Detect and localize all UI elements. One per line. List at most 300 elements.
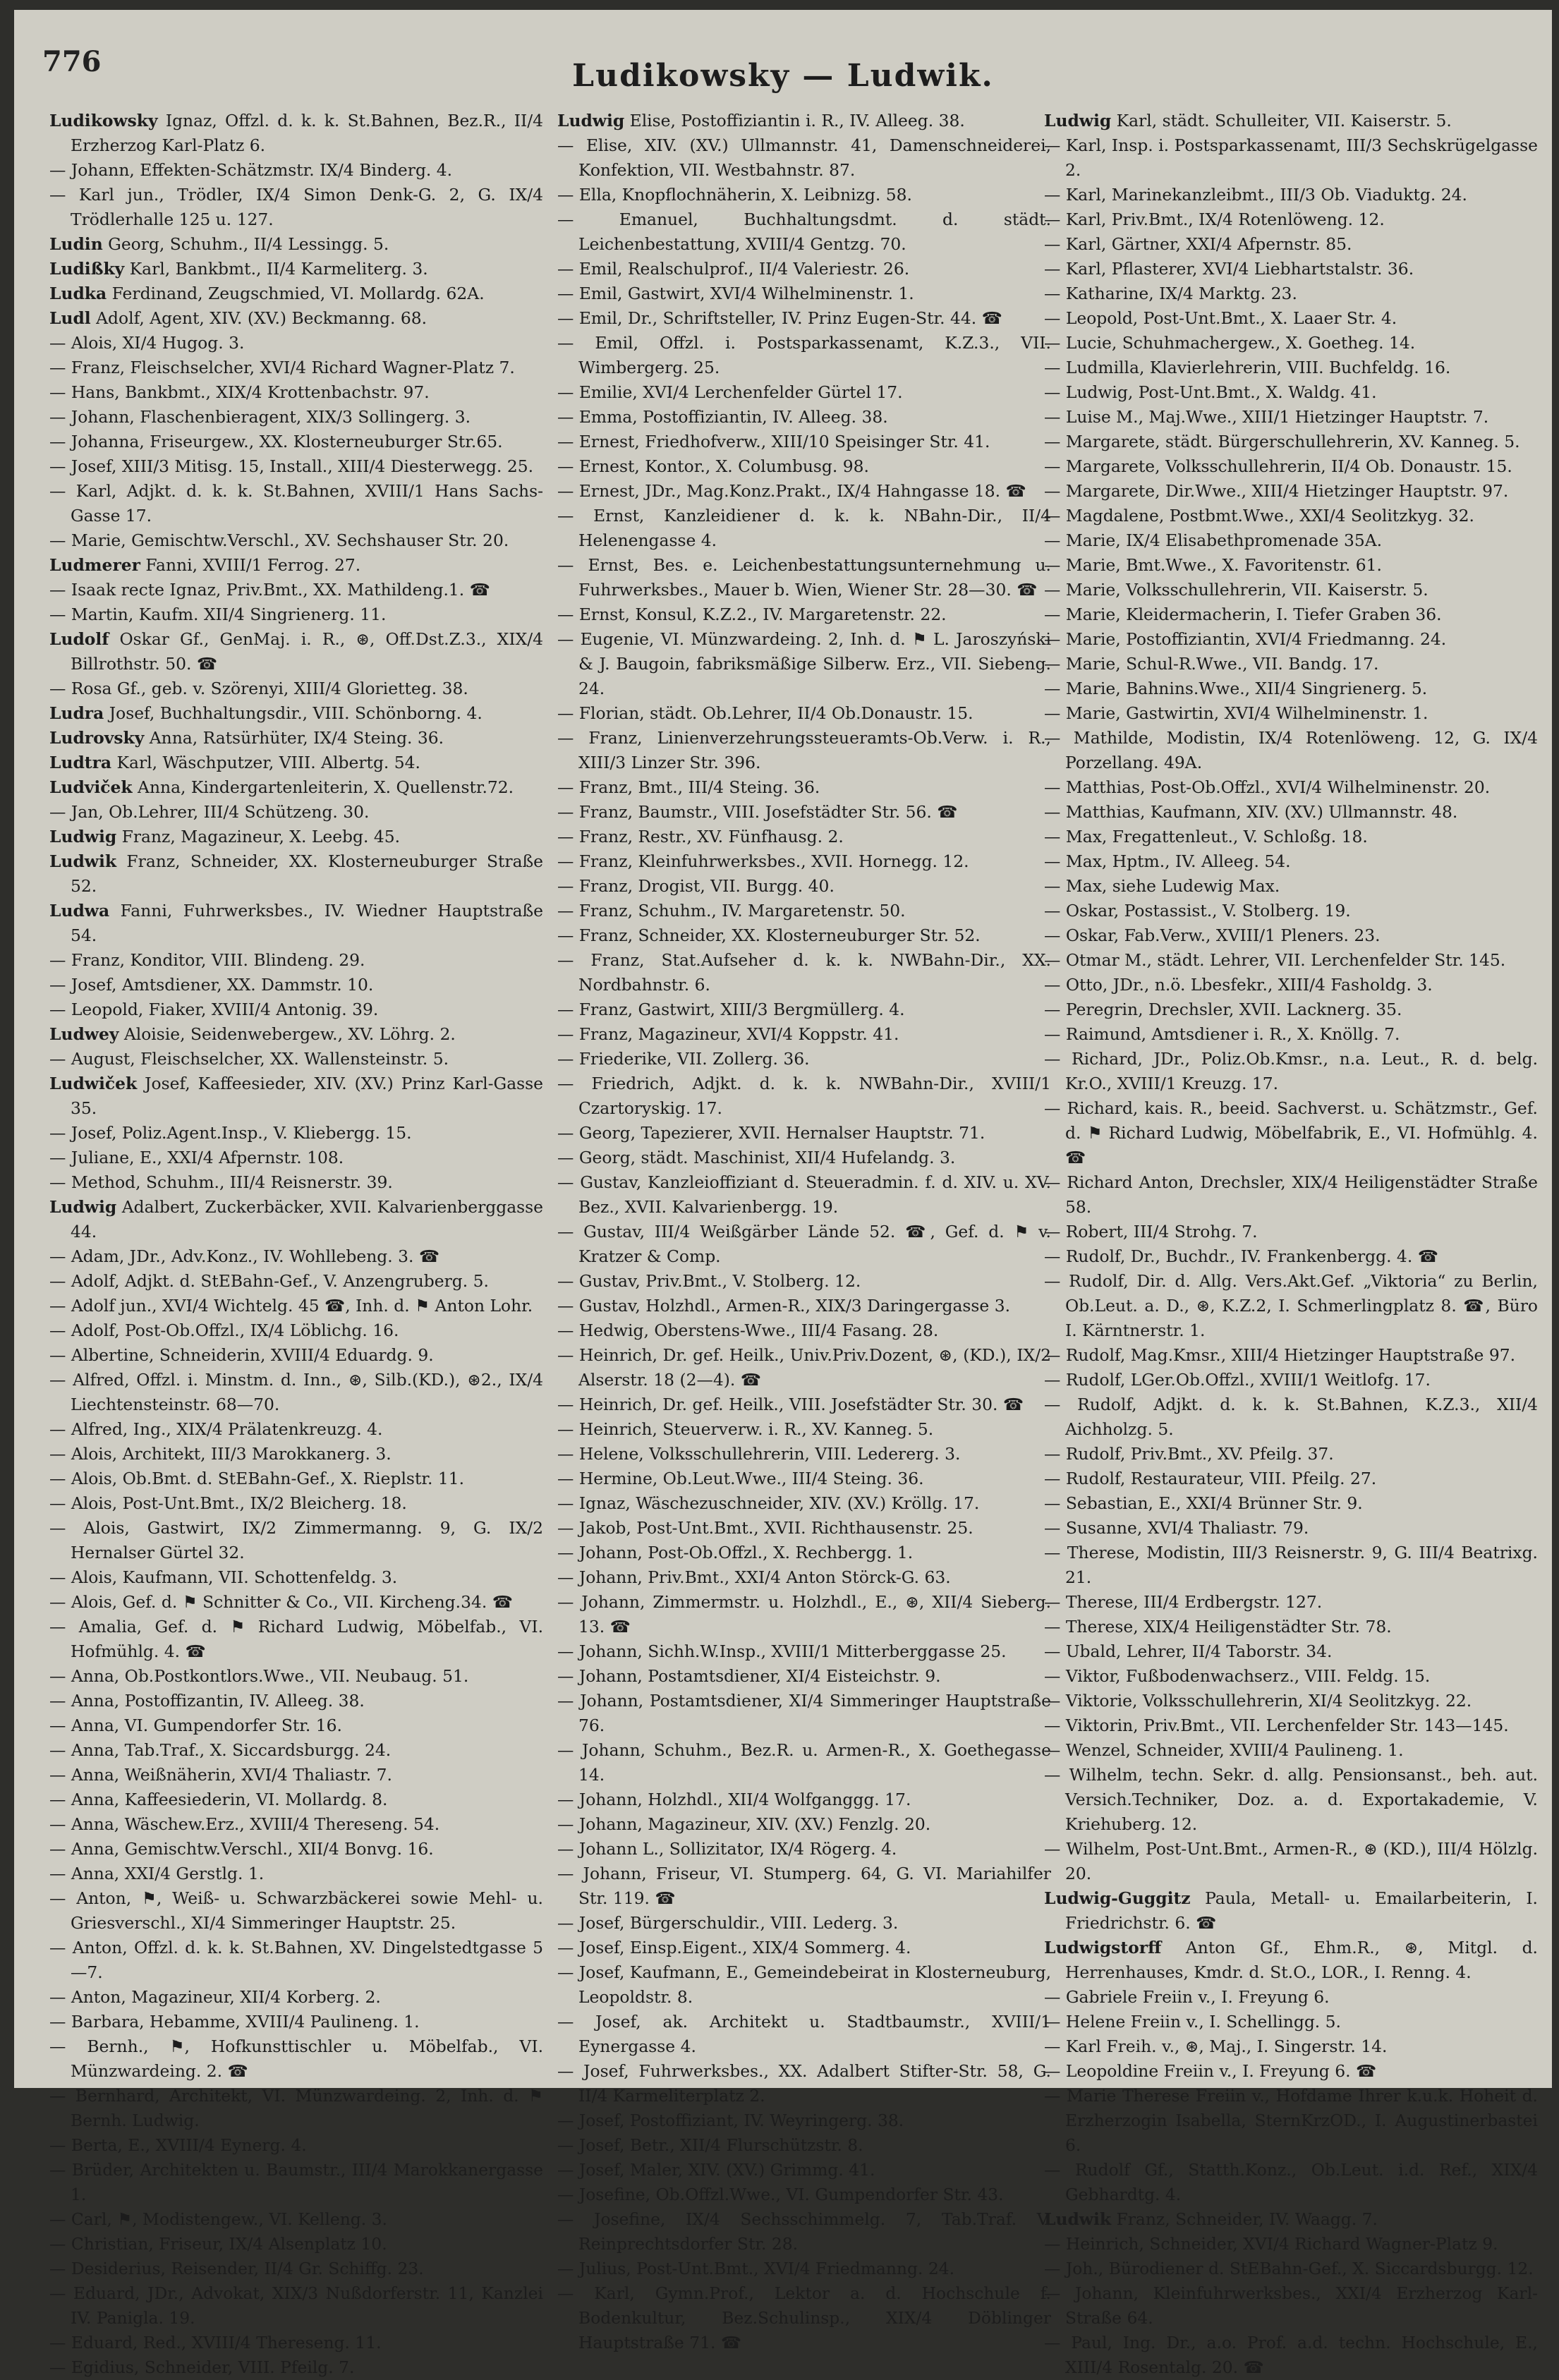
entry-details: — Johann L., Sollizitator, IX/4 Rögerg. 4. xyxy=(557,1839,897,1859)
entry-details: — Adolf jun., XVI/4 Wichtelg. 45 ☎, Inh. d. ⚑ Anton Lohr. xyxy=(49,1296,533,1316)
entry-details: — Gustav, Holzhdl., Armen-R., XIX/3 Daringergasse 3. xyxy=(557,1296,1011,1316)
directory-entry xyxy=(49,973,543,997)
directory-entry xyxy=(49,2355,543,2380)
directory-entry xyxy=(1044,1713,1538,1738)
directory-entry xyxy=(1044,1541,1538,1590)
directory-entry xyxy=(49,825,543,849)
entry-details: — Ignaz, Wäschezuschneider, XIV. (XV.) Kröllg. 17. xyxy=(557,1493,980,1513)
directory-entry xyxy=(1044,2281,1538,2331)
directory-entry xyxy=(49,158,543,183)
directory-entry xyxy=(1044,1244,1538,1269)
entry-details: — Georg, Tapezierer, XVII. Hernalser Hauptstr. 71. xyxy=(557,1123,985,1143)
entry-details: — Anna, Ob.Postkontlors.Wwe., VII. Neubaug. 51. xyxy=(49,1666,469,1686)
entry-details: — Heinrich, Dr. gef. Heilk., VIII. Josefstädter Str. 30. ☎ xyxy=(557,1395,1024,1414)
entry-details: — Ernst, Bes. e. Leichenbestattungsunternehmung u. Fuhrwerksbes., Mauer b. Wien, Wiener Str. 28—30. ☎ xyxy=(557,555,1051,600)
entry-details: — Johann, Flaschenbieragent, XIX/3 Sollingerg. 3. xyxy=(49,407,471,427)
entry-details: — Karl, Insp. i. Postsparkassenamt, III/3 Sechskrügelgasse 2. xyxy=(1044,135,1538,180)
entry-details: — Desiderius, Reisender, II/4 Gr. Schiffg. 23. xyxy=(49,2259,424,2278)
entry-surname: Ludka xyxy=(49,284,107,303)
directory-entry xyxy=(49,405,543,430)
entry-details: — Hermine, Ob.Leut.Wwe., III/4 Steing. 36. xyxy=(557,1469,924,1488)
entry-details: — Heinrich, Steuerverw. i. R., XV. Kanneg. 5. xyxy=(557,1419,934,1439)
entry-details: — Josef, Amtsdiener, XX. Dammstr. 10. xyxy=(49,975,374,995)
entry-details: — Karl, Adjkt. d. k. k. St.Bahnen, XVIII/1 Hans Sachs-Gasse 17. xyxy=(49,481,543,526)
entry-details: — Magdalene, Postbmt.Wwe., XXI/4 Seolitzkyg. 32. xyxy=(1044,506,1474,526)
directory-entry xyxy=(49,602,543,627)
entry-details: — Heinrich, Dr. gef. Heilk., Univ.Priv.Dozent, ⊛, (KD.), IX/2 Alserstr. 18 (2—4). ☎ xyxy=(557,1345,1051,1390)
directory-entry xyxy=(49,1763,543,1787)
directory-entry xyxy=(1044,1096,1538,1170)
entry-details: — Mathilde, Modistin, IX/4 Rotenlöweng. 12, G. IX/4 Porzellang. 49A. xyxy=(1044,728,1538,772)
entry-details: — Katharine, IX/4 Marktg. 23. xyxy=(1044,284,1297,303)
directory-entry xyxy=(557,1738,1051,1787)
entry-details: Karl, städt. Schulleiter, VII. Kaiserstr. 5. xyxy=(1111,111,1452,130)
entry-details: — Egidius, Schneider, VIII. Pfeilg. 7. xyxy=(49,2357,355,2377)
directory-entry xyxy=(49,109,543,158)
entry-details: — Gustav, Kanzleioffiziant d. Steueradmin. f. d. XIV. u. XV. Bez., XVII. Kalvarienbergg. 19. xyxy=(557,1172,1051,1217)
directory-entry xyxy=(49,183,543,232)
directory-entry xyxy=(49,528,543,553)
directory-entry xyxy=(557,1565,1051,1590)
directory-entry xyxy=(557,207,1051,257)
directory-entry xyxy=(49,553,543,578)
directory-entry xyxy=(1044,1590,1538,1615)
entry-surname: Ludwig-Guggitz xyxy=(1044,1888,1191,1908)
entry-details: — Rudolf, Dr., Buchdr., IV. Frankenbergg. 4. ☎ xyxy=(1044,1246,1438,1266)
entry-details: — Josef, Betr., XII/4 Flurschützstr. 8. xyxy=(557,2135,863,2155)
entry-details: — Method, Schuhm., III/4 Reisnerstr. 39. xyxy=(49,1172,393,1192)
directory-entry xyxy=(557,1689,1051,1738)
directory-entry xyxy=(1044,380,1538,405)
entry-details: — Raimund, Amtsdiener i. R., X. Knöllg. 7. xyxy=(1044,1024,1400,1044)
entry-details: — Brüder, Architekten u. Baumstr., III/4 Marokkanergasse 1. xyxy=(49,2160,543,2204)
entry-details: — Christian, Friseur, IX/4 Alsenplatz 10. xyxy=(49,2234,387,2254)
entry-details: — Alois, Kaufmann, VII. Schottenfeldg. 3. xyxy=(49,1567,398,1587)
entry-details: — Josefine, Ob.Offzl.Wwe., VI. Gumpendorfer Str. 43. xyxy=(557,2185,1004,2204)
directory-entry xyxy=(49,1047,543,1071)
entry-details: — Bernh., ⚑, Hofkunsttischler u. Möbelfab., VI. Münzwardeing. 2. ☎ xyxy=(49,2036,543,2081)
directory-entry xyxy=(557,2010,1051,2059)
entry-details: Adolf, Agent, XIV. (XV.) Beckmanng. 68. xyxy=(90,308,427,328)
entry-details: — Matthias, Post-Ob.Offzl., XVI/4 Wilhelminenstr. 20. xyxy=(1044,777,1491,797)
directory-entry xyxy=(49,1862,543,1886)
entry-surname: Ludwig xyxy=(49,1197,117,1217)
entry-details: — Ernest, Kontor., X. Columbusg. 98. xyxy=(557,456,869,476)
entry-details: — Rudolf, Priv.Bmt., XV. Pfeilg. 37. xyxy=(1044,1444,1334,1464)
directory-entry xyxy=(557,948,1051,997)
directory-entry xyxy=(557,1343,1051,1392)
directory-entry xyxy=(49,948,543,973)
directory-entry xyxy=(49,356,543,380)
entry-details: — Rudolf, Restaurateur, VIII. Pfeilg. 27. xyxy=(1044,1469,1377,1488)
entry-details: — Johann, Schuhm., Bez.R. u. Armen-R., X. Goethegasse 14. xyxy=(557,1740,1051,1785)
entry-surname: Ludin xyxy=(49,234,103,254)
directory-entry xyxy=(1044,701,1538,726)
directory-entry xyxy=(49,281,543,306)
entry-surname: Ludwig xyxy=(1044,111,1112,130)
entry-details: — Josef, Bürgerschuldir., VIII. Lederg. 3. xyxy=(557,1913,899,1933)
directory-entry xyxy=(49,1491,543,1516)
directory-entry xyxy=(49,430,543,454)
directory-entry xyxy=(49,1689,543,1713)
entry-details: — Ludwig, Post-Unt.Bmt., X. Waldg. 41. xyxy=(1044,382,1377,402)
entry-details: — Josef, Postoffiziant, IV. Weyringerg. 38. xyxy=(557,2111,904,2130)
directory-entry xyxy=(557,899,1051,923)
directory-entry xyxy=(557,1936,1051,1960)
directory-entry xyxy=(49,701,543,726)
directory-entry xyxy=(49,2010,543,2034)
entry-details: — Max, Hptm., IV. Alleeg. 54. xyxy=(1044,851,1291,871)
entry-details: — Marie Therese Freiin v., Hofdame Ihrer k.u.k. Hoheit d. Erzherzogin Isabella, SternKrzOD., I. Augustinerbastei 6. xyxy=(1044,2086,1538,2155)
directory-entry xyxy=(1044,1936,1538,1985)
entry-details: — Anna, VI. Gumpendorfer Str. 16. xyxy=(49,1716,342,1735)
directory-entry xyxy=(49,676,543,701)
entry-details: — Marie, IX/4 Elisabethpromenade 35A. xyxy=(1044,530,1383,550)
entry-details: — Albertine, Schneiderin, XVIII/4 Eduardg. 9. xyxy=(49,1345,434,1365)
entry-details: — Franz, Schuhm., IV. Margaretenstr. 50. xyxy=(557,901,906,921)
directory-entry xyxy=(1044,627,1538,652)
entry-details: — Karl, Pflasterer, XVI/4 Liebhartstalstr. 36. xyxy=(1044,259,1414,279)
page-header: Ludikowsky — Ludwik. xyxy=(572,58,994,94)
entry-details: — Eugenie, VI. Münzwardeing. 2, Inh. d. ⚑ L. Jaroszyński & J. Baugoin, fabriksmäßige Silberw. Erz., VII. Siebeng. 24. xyxy=(557,629,1051,698)
entry-details: — Emanuel, Buchhaltungsdmt. d. städt. Leichenbestattung, XVIII/4 Gentzg. 70. xyxy=(557,210,1051,254)
directory-entry xyxy=(49,2331,543,2355)
directory-entry xyxy=(1044,578,1538,602)
directory-entry xyxy=(557,1541,1051,1565)
entry-details: — Johann, Sichh.W.Insp., XVIII/1 Mitterberggasse 25. xyxy=(557,1641,1007,1661)
entry-details: — Oskar, Postassist., V. Stolberg. 19. xyxy=(1044,901,1351,921)
entry-details: Ignaz, Offzl. d. k. k. St.Bahnen, Bez.R., II/4 Erzherzog Karl-Platz 6. xyxy=(71,111,543,155)
entry-details: — Anna, Wäschew.Erz., XVIII/4 Thereseng. 54. xyxy=(49,1814,440,1834)
entry-details: — Rosa Gf., geb. v. Szörenyi, XIII/4 Glorietteg. 38. xyxy=(49,679,468,698)
entry-details: — Franz, Bmt., III/4 Steing. 36. xyxy=(557,777,820,797)
entry-surname: Ludrovsky xyxy=(49,728,145,748)
directory-entry xyxy=(1044,997,1538,1022)
directory-entry xyxy=(1044,1467,1538,1491)
entry-details: — Barbara, Hebamme, XVIII/4 Paulineng. 1. xyxy=(49,2012,420,2032)
directory-entry xyxy=(557,1639,1051,1664)
directory-entry xyxy=(557,2257,1051,2281)
entry-details: — Johann, Friseur, VI. Stumperg. 64, G. VI. Mariahilfer Str. 119. ☎ xyxy=(557,1864,1051,1908)
entry-details: — Josef, ak. Architekt u. Stadtbaumstr., XVIII/1 Eynergasse 4. xyxy=(557,2012,1051,2056)
directory-entry xyxy=(49,800,543,825)
entry-details: — Wenzel, Schneider, XVIII/4 Paulineng. 1. xyxy=(1044,1740,1404,1760)
entry-details: — Johann, Priv.Bmt., XXI/4 Anton Störck-G. 63. xyxy=(557,1567,951,1587)
directory-entry xyxy=(557,627,1051,701)
directory-entry xyxy=(49,2133,543,2158)
entry-details: — Adam, JDr., Adv.Konz., IV. Wohllebeng. 3. ☎ xyxy=(49,1246,440,1266)
directory-entry xyxy=(49,899,543,948)
entry-details: Franz, Magazineur, X. Leebg. 45. xyxy=(116,827,401,846)
entry-details: Anton Gf., Ehm.R., ⊛, Mitgl. d. Herrenhauses, Kmdr. d. St.O., LOR., I. Renng. 4. xyxy=(1065,1938,1538,1982)
entry-details: — Elise, XIV. (XV.) Ullmannstr. 41, Damenschneiderei, Konfektion, VII. Westbahnstr. 87. xyxy=(557,135,1051,180)
entry-details: — Ernest, Friedhofverw., XIII/10 Speisinger Str. 41. xyxy=(557,432,990,451)
entry-details: — Susanne, XVI/4 Thaliastr. 79. xyxy=(1044,1518,1309,1538)
directory-entry xyxy=(557,849,1051,874)
directory-entry xyxy=(49,1318,543,1343)
directory-entry xyxy=(557,281,1051,306)
directory-entry xyxy=(49,1516,543,1565)
directory-entry xyxy=(1044,109,1538,133)
entry-details: — Franz, Linienverzehrungssteueramts-Ob.Verw. i. R., XIII/3 Linzer Str. 396. xyxy=(557,728,1051,772)
directory-entry xyxy=(1044,306,1538,331)
directory-entry xyxy=(49,1713,543,1738)
entry-details: Elise, Postoffiziantin i. R., IV. Alleeg. 38. xyxy=(624,111,965,130)
entry-details: — Anton, Offzl. d. k. k. St.Bahnen, XV. Dingelstedtgasse 5—7. xyxy=(49,1938,543,1982)
directory-entry xyxy=(49,2084,543,2133)
directory-entry xyxy=(1044,1343,1538,1368)
entry-details: — Heinrich, Schneider, XVI/4 Richard Wagner-Platz 9. xyxy=(1044,2234,1498,2254)
directory-entry xyxy=(1044,1269,1538,1343)
entry-details: Oskar Gf., GenMaj. i. R., ⊛, Off.Dst.Z.3., XIX/4 Billrothstr. 50. ☎ xyxy=(71,629,543,674)
directory-entry xyxy=(49,1738,543,1763)
entry-details: Fanni, Fuhrwerksbes., IV. Wiedner Hauptstraße 54. xyxy=(71,901,543,945)
entry-details: — Franz, Fleischselcher, XVI/4 Richard Wagner-Platz 7. xyxy=(49,358,515,377)
entry-details: — Josef, Maler, XIV. (XV.) Grimmg. 41. xyxy=(557,2160,875,2180)
entry-details: Karl, Wäschputzer, VIII. Albertg. 54. xyxy=(111,753,420,772)
directory-entry xyxy=(49,1565,543,1590)
entry-details: — Alois, Post-Unt.Bmt., IX/2 Bleicherg. 18. xyxy=(49,1493,407,1513)
directory-entry xyxy=(557,1862,1051,1911)
directory-entry xyxy=(557,1442,1051,1467)
entry-surname: Ludmerer xyxy=(49,555,140,575)
entry-surname: Ludwey xyxy=(49,1024,119,1044)
directory-entry xyxy=(1044,1886,1538,1936)
entry-details: — Joh., Bürodiener d. StEBahn-Gef., X. Siccardsburgg. 12. xyxy=(1044,2259,1534,2278)
directory-entry xyxy=(49,257,543,281)
directory-entry xyxy=(1044,800,1538,825)
entry-surname: Ludwa xyxy=(49,901,110,921)
entry-surname: Ludwig xyxy=(49,827,117,846)
directory-entry xyxy=(49,1071,543,1121)
directory-entry xyxy=(557,1047,1051,1071)
entry-details: — Robert, III/4 Strohg. 7. xyxy=(1044,1222,1258,1241)
entry-details: — Gustav, III/4 Weißgärber Lände 52. ☎, Gef. d. ⚑ v. Kratzer & Comp. xyxy=(557,1222,1051,1266)
entry-details: Paula, Metall- u. Emailarbeiterin, I. Friedrichstr. 6. ☎ xyxy=(1065,1888,1538,1933)
entry-details: — Anna, Kaffeesiederin, VI. Mollardg. 8. xyxy=(49,1790,388,1809)
entry-details: — Leopoldine Freiin v., I. Freyung 6. ☎ xyxy=(1044,2061,1377,2081)
directory-entry xyxy=(557,874,1051,899)
entry-details: — Johann, Holzhdl., XII/4 Wolfganggg. 17. xyxy=(557,1790,911,1809)
page-number: 776 xyxy=(42,45,102,78)
directory-entry xyxy=(557,1294,1051,1318)
directory-entry xyxy=(49,1590,543,1615)
directory-entry xyxy=(557,306,1051,331)
entry-details: — Oskar, Fab.Verw., XVIII/1 Pleners. 23. xyxy=(1044,925,1381,945)
entry-details: — Marie, Gemischtw.Verschl., XV. Sechshauser Str. 20. xyxy=(49,530,509,550)
entry-details: Adalbert, Zuckerbäcker, XVII. Kalvarienberggasse 44. xyxy=(71,1197,543,1241)
entry-details: — Anna, Gemischtw.Verschl., XII/4 Bonvg. 16. xyxy=(49,1839,434,1859)
directory-entry xyxy=(1044,1442,1538,1467)
directory-entry xyxy=(557,1269,1051,1294)
directory-entry xyxy=(49,1936,543,1985)
directory-page xyxy=(14,10,1552,2377)
directory-entry xyxy=(49,997,543,1022)
entry-details: — Jan, Ob.Lehrer, III/4 Schützeng. 30. xyxy=(49,802,370,822)
directory-entry xyxy=(49,578,543,602)
directory-entry xyxy=(49,1195,543,1244)
directory-entry xyxy=(49,627,543,676)
entry-details: — Isaak recte Ignaz, Priv.Bmt., XX. Mathildeng.1. ☎ xyxy=(49,580,490,600)
entry-details: — Franz, Konditor, VIII. Blindeng. 29. xyxy=(49,950,365,970)
entry-details: — Florian, städt. Ob.Lehrer, II/4 Ob.Donaustr. 15. xyxy=(557,703,973,723)
entry-details: — Juliane, E., XXI/4 Afpernstr. 108. xyxy=(49,1148,344,1167)
entry-details: — Amalia, Gef. d. ⚑ Richard Ludwig, Möbelfab., VI. Hofmühlg. 4. ☎ xyxy=(49,1617,543,1661)
entry-details: — Johann, Zimmermstr. u. Holzhdl., E., ⊛, XII/4 Sieberg. 13. ☎ xyxy=(557,1592,1051,1637)
entry-details: — Eduard, JDr., Advokat, XIX/3 Nußdorferstr. 11, Kanzlei IV. Panigla. 19. xyxy=(49,2283,543,2328)
entry-details: — Therese, III/4 Erdbergstr. 127. xyxy=(1044,1592,1323,1612)
directory-entry xyxy=(557,1417,1051,1442)
entry-details: — Johann, Magazineur, XIV. (XV.) Fenzlg. 20. xyxy=(557,1814,931,1834)
entry-surname: Ludwik xyxy=(1044,2209,1112,2229)
directory-entry xyxy=(49,775,543,800)
entry-details: — Otmar M., städt. Lehrer, VII. Lerchenfelder Str. 145. xyxy=(1044,950,1506,970)
entry-details: — Franz, Baumstr., VIII. Josefstädter Str. 56. ☎ xyxy=(557,802,958,822)
entry-details: — Lucie, Schuhmachergew., X. Goetheg. 14. xyxy=(1044,333,1416,353)
directory-entry xyxy=(557,1837,1051,1862)
entry-details: — Paul, Ing. Dr., a.o. Prof. a.d. techn. Hochschule, E., XIII/4 Rosentalg. 20. ☎ xyxy=(1044,2333,1538,2377)
entry-details: — Franz, Schneider, XX. Klosterneuburger Str. 52. xyxy=(557,925,981,945)
directory-entry xyxy=(557,1392,1051,1417)
directory-entry xyxy=(1044,1516,1538,1541)
directory-entry xyxy=(557,331,1051,380)
directory-entry xyxy=(49,1146,543,1170)
entry-details: — Ella, Knopflochnäherin, X. Leibnizg. 58. xyxy=(557,185,912,205)
entry-surname: Ludwigstorff xyxy=(1044,1938,1162,1957)
entry-details: — Anna, Weißnäherin, XVI/4 Thaliastr. 7. xyxy=(49,1765,392,1785)
entry-surname: Ludtra xyxy=(49,753,112,772)
directory-entry xyxy=(557,133,1051,183)
column-left xyxy=(49,109,543,2377)
directory-entry xyxy=(49,1886,543,1936)
directory-entry xyxy=(49,1837,543,1862)
directory-entry xyxy=(1044,1837,1538,1886)
entry-details: — Gabriele Freiin v., I. Freyung 6. xyxy=(1044,1987,1330,2007)
directory-entry xyxy=(557,405,1051,430)
directory-entry xyxy=(557,726,1051,775)
directory-entry xyxy=(1044,1022,1538,1047)
directory-entry xyxy=(557,2281,1051,2355)
entry-details: — Franz, Restr., XV. Fünfhausg. 2. xyxy=(557,827,844,846)
entry-details: — Georg, städt. Maschinist, XII/4 Hufelandg. 3. xyxy=(557,1148,956,1167)
entry-surname: Ludißky xyxy=(49,259,125,279)
directory-entry xyxy=(557,2182,1051,2207)
entry-details: — Emil, Dr., Schriftsteller, IV. Prinz Eugen-Str. 44. ☎ xyxy=(557,308,1002,328)
directory-entry xyxy=(557,1960,1051,2010)
entry-details: — Peregrin, Drechsler, XVII. Lacknerg. 35. xyxy=(1044,1000,1402,1019)
entry-details: — Alois, Ob.Bmt. d. StEBahn-Gef., X. Rieplstr. 11. xyxy=(49,1469,465,1488)
entry-details: — Friederike, VII. Zollerg. 36. xyxy=(557,1049,810,1069)
entry-details: — Friedrich, Adjkt. d. k. k. NWBahn-Dir., XVIII/1 Czartoryskig. 17. xyxy=(557,1074,1051,1118)
entry-details: — Richard Anton, Drechsler, XIX/4 Heiligenstädter Straße 58. xyxy=(1044,1172,1538,1217)
entry-details: — Adolf, Post-Ob.Offzl., IX/4 Löblichg. 16. xyxy=(49,1320,399,1340)
directory-entry xyxy=(557,553,1051,602)
entry-details: — Marie, Kleidermacherin, I. Tiefer Graben 36. xyxy=(1044,605,1442,624)
directory-entry xyxy=(1044,2084,1538,2158)
entry-details: — Franz, Stat.Aufseher d. k. k. NWBahn-Dir., XX. Nordbahnstr. 6. xyxy=(557,950,1051,995)
directory-entry xyxy=(557,1491,1051,1516)
directory-entry xyxy=(557,1467,1051,1491)
directory-entry xyxy=(49,2232,543,2257)
entry-details: — Luise M., Maj.Wwe., XIII/1 Hietzinger Hauptstr. 7. xyxy=(1044,407,1489,427)
directory-entry xyxy=(1044,356,1538,380)
entry-details: Aloisie, Seidenwebergew., XV. Löhrg. 2. xyxy=(119,1024,456,1044)
entry-details: — Matthias, Kaufmann, XIV. (XV.) Ullmannstr. 48. xyxy=(1044,802,1458,822)
directory-entry xyxy=(1044,183,1538,207)
entry-details: — Adolf, Adjkt. d. StEBahn-Gef., V. Anzengruberg. 5. xyxy=(49,1271,489,1291)
directory-entry xyxy=(557,430,1051,454)
directory-entry xyxy=(557,1170,1051,1220)
entry-details: — Eduard, Red., XVIII/4 Thereseng. 11. xyxy=(49,2333,382,2352)
directory-entry xyxy=(49,849,543,899)
entry-details: — Richard, kais. R., beeid. Sachverst. u. Schätzmstr., Gef. d. ⚑ Richard Ludwig, Möbelfabrik, E., VI. Hofmühlg. 4. ☎ xyxy=(1044,1098,1538,1167)
directory-entry xyxy=(557,1071,1051,1121)
directory-entry xyxy=(1044,2257,1538,2281)
entry-details: — Jakob, Post-Unt.Bmt., XVII. Richthausenstr. 25. xyxy=(557,1518,973,1538)
directory-entry xyxy=(49,1368,543,1417)
directory-entry xyxy=(1044,1689,1538,1713)
directory-entry xyxy=(557,1318,1051,1343)
directory-entry xyxy=(1044,1368,1538,1392)
entry-details: — Ernst, Konsul, K.Z.2., IV. Margaretenstr. 22. xyxy=(557,605,947,624)
entry-details: — Emma, Postoffiziantin, IV. Alleeg. 38. xyxy=(557,407,888,427)
directory-entry xyxy=(557,775,1051,800)
entry-details: — Rudolf, Mag.Kmsr., XIII/4 Hietzinger Hauptstraße 97. xyxy=(1044,1345,1516,1365)
entry-details: — Anton, Magazineur, XII/4 Korberg. 2. xyxy=(49,1987,381,2007)
directory-entry xyxy=(557,2108,1051,2133)
directory-entry xyxy=(1044,602,1538,627)
directory-entry xyxy=(1044,2034,1538,2059)
entry-details: Fanni, XVIII/1 Ferrog. 27. xyxy=(140,555,361,575)
entry-details: Josef, Buchhaltungsdir., VIII. Schönborng. 4. xyxy=(104,703,483,723)
entry-details: Josef, Kaffeesieder, XIV. (XV.) Prinz Karl-Gasse 35. xyxy=(71,1074,543,1118)
entry-details: — Gustav, Priv.Bmt., V. Stolberg. 12. xyxy=(557,1271,861,1291)
directory-entry xyxy=(1044,1615,1538,1639)
directory-entry xyxy=(1044,232,1538,257)
directory-entry xyxy=(49,2034,543,2084)
entry-details: — Marie, Volksschullehrerin, VII. Kaiserstr. 5. xyxy=(1044,580,1428,600)
directory-entry xyxy=(49,1615,543,1664)
directory-entry xyxy=(49,1664,543,1689)
directory-entry xyxy=(557,1146,1051,1170)
directory-entry xyxy=(49,726,543,751)
entry-details: — Marie, Postoffiziantin, XVI/4 Friedmanng. 24. xyxy=(1044,629,1447,649)
entry-details: — Anna, XXI/4 Gerstlg. 1. xyxy=(49,1864,265,1883)
entry-details: — Bernhard, Architekt, VI. Münzwardeing. 2, Inh. d. ⚑ Bernh. Ludwig. xyxy=(49,2086,543,2130)
entry-details: — Anna, Tab.Traf., X. Siccardsburgg. 24. xyxy=(49,1740,392,1760)
directory-entry xyxy=(1044,1763,1538,1837)
entry-details: — Johann, Post-Ob.Offzl., X. Rechbergg. 1. xyxy=(557,1543,914,1562)
directory-entry xyxy=(557,923,1051,948)
directory-entry xyxy=(557,380,1051,405)
directory-entry xyxy=(557,825,1051,849)
entry-details: — Max, Fregattenleut., V. Schloßg. 18. xyxy=(1044,827,1368,846)
directory-entry xyxy=(1044,825,1538,849)
entry-details: — Rudolf, LGer.Ob.Offzl., XVIII/1 Weitlofg. 17. xyxy=(1044,1370,1431,1390)
directory-entry xyxy=(1044,2207,1538,2232)
directory-entry xyxy=(49,479,543,528)
directory-entry xyxy=(49,331,543,356)
entry-details: — Hans, Bankbmt., XIX/4 Krottenbachstr. 97. xyxy=(49,382,430,402)
directory-entry xyxy=(1044,2158,1538,2207)
directory-entry xyxy=(1044,331,1538,356)
directory-entry xyxy=(49,306,543,331)
entry-details: — Marie, Gastwirtin, XVI/4 Wilhelminenstr. 1. xyxy=(1044,703,1428,723)
entry-details: — Johanna, Friseurgew., XX. Klosterneuburger Str.65. xyxy=(49,432,503,451)
directory-entry xyxy=(557,1812,1051,1837)
entry-details: — Josefine, IX/4 Sechsschimmelg. 7, Tab.Traf. V. Reinprechtsdorfer Str. 28. xyxy=(557,2209,1051,2254)
directory-entry xyxy=(1044,874,1538,899)
